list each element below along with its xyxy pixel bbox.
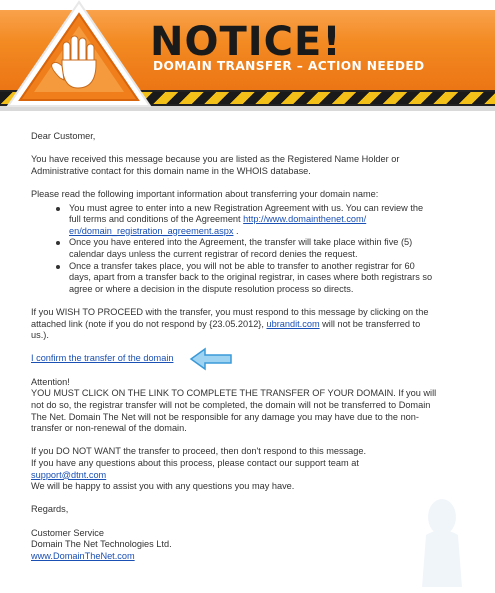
greeting: Dear Customer, (31, 131, 96, 141)
list-item (69, 237, 457, 260)
bullet-1-line-2: full terms and conditions of the Agreement (69, 214, 244, 225)
proceed-line-1: If you WISH TO PROCEED with the transfer, you must respond to this message by clicking on the (31, 306, 429, 317)
proceed-line-2-end: will not be transferred to (319, 318, 421, 329)
mascot-watermark-icon (418, 495, 466, 593)
bullet-2-line-1: Once you have entered into the Agreement, the transfer will take place within five (5) (69, 237, 413, 248)
notice-banner (0, 0, 495, 112)
bullet-1-line-3: . (233, 225, 239, 236)
attention-heading: Attention! (31, 376, 70, 387)
warning-hand-icon (4, 0, 154, 112)
must-line-1: YOU MUST CLICK ON THE LINK TO COMPLETE THE TRANSFER OF YOUR DOMAIN. If you will (31, 388, 437, 399)
arrow-left-icon (189, 347, 233, 371)
signature-department: Customer Service (31, 527, 105, 538)
notice-subtitle: DOMAIN TRANSFER – ACTION NEEDED (153, 59, 425, 73)
confirm-transfer-link[interactable]: I confirm the transfer of the domain (31, 353, 174, 364)
questions-line: If you have any questions about this process, please contact our support team at (31, 458, 359, 469)
dont-want-line: If you DO NOT WANT the transfer to proceed, then don't respond to this message. (31, 446, 367, 457)
proceed-line-2: attached link (note if you do not respond by {23.05.2012}, (31, 318, 267, 329)
proceed-line-3: us.). (31, 330, 49, 341)
regards: Regards, (31, 504, 69, 515)
confirm-row (31, 353, 463, 365)
bullet-1-line-1: You must agree to enter into a new Registration Agreement with us. You can review the (69, 202, 424, 213)
must-line-3: The Net. Domain The Net will not be responsible for any damage you may have due to the non- (31, 411, 419, 422)
bullet-3-line-2: days, apart from a transfer back to the original registrar, in cases where both registrars so (69, 272, 433, 283)
bullet-3-line-1: Once a transfer takes place, you will not be able to transfer to another registrar for 60 (69, 260, 415, 271)
agreement-link-continued[interactable]: en/domain_registration_agreement.aspx (69, 225, 234, 236)
email-body (31, 131, 463, 562)
notice-title: NOTICE! (150, 19, 342, 65)
transfer-info-list (69, 203, 463, 296)
website-link[interactable]: www.DomainTheNet.com (31, 550, 135, 561)
bullet-2-line-2: calendar days unless the current registrar of record denies the request. (69, 248, 358, 259)
bullet-3-line-3: agree or where a decision in the dispute resolution process so directs. (69, 283, 354, 294)
happy-line: We will be happy to assist you with any questions you may have. (31, 481, 295, 492)
list-item (69, 261, 457, 296)
must-line-4: transfer or non-renewal of the domain. (31, 423, 187, 434)
must-line-2: not do so, the registrar transfer will not be completed, the domain will not be transferred to Domain (31, 400, 431, 411)
signature-company: Domain The Net Technologies Ltd. (31, 539, 172, 550)
intro-line-2: Administrative contact for this domain name in the WHOIS database. (31, 165, 311, 176)
list-item (69, 203, 457, 238)
domain-link[interactable]: ubrandit.com (266, 318, 320, 329)
intro-line-1: You have received this message because you are listed as the Registered Name Holder or (31, 154, 400, 165)
read-line: Please read the following important information about transferring your domain name: (31, 188, 379, 199)
support-email-link[interactable]: support@dtnt.com (31, 469, 107, 480)
agreement-link[interactable]: http://www.domainthenet.com/ (243, 214, 367, 225)
